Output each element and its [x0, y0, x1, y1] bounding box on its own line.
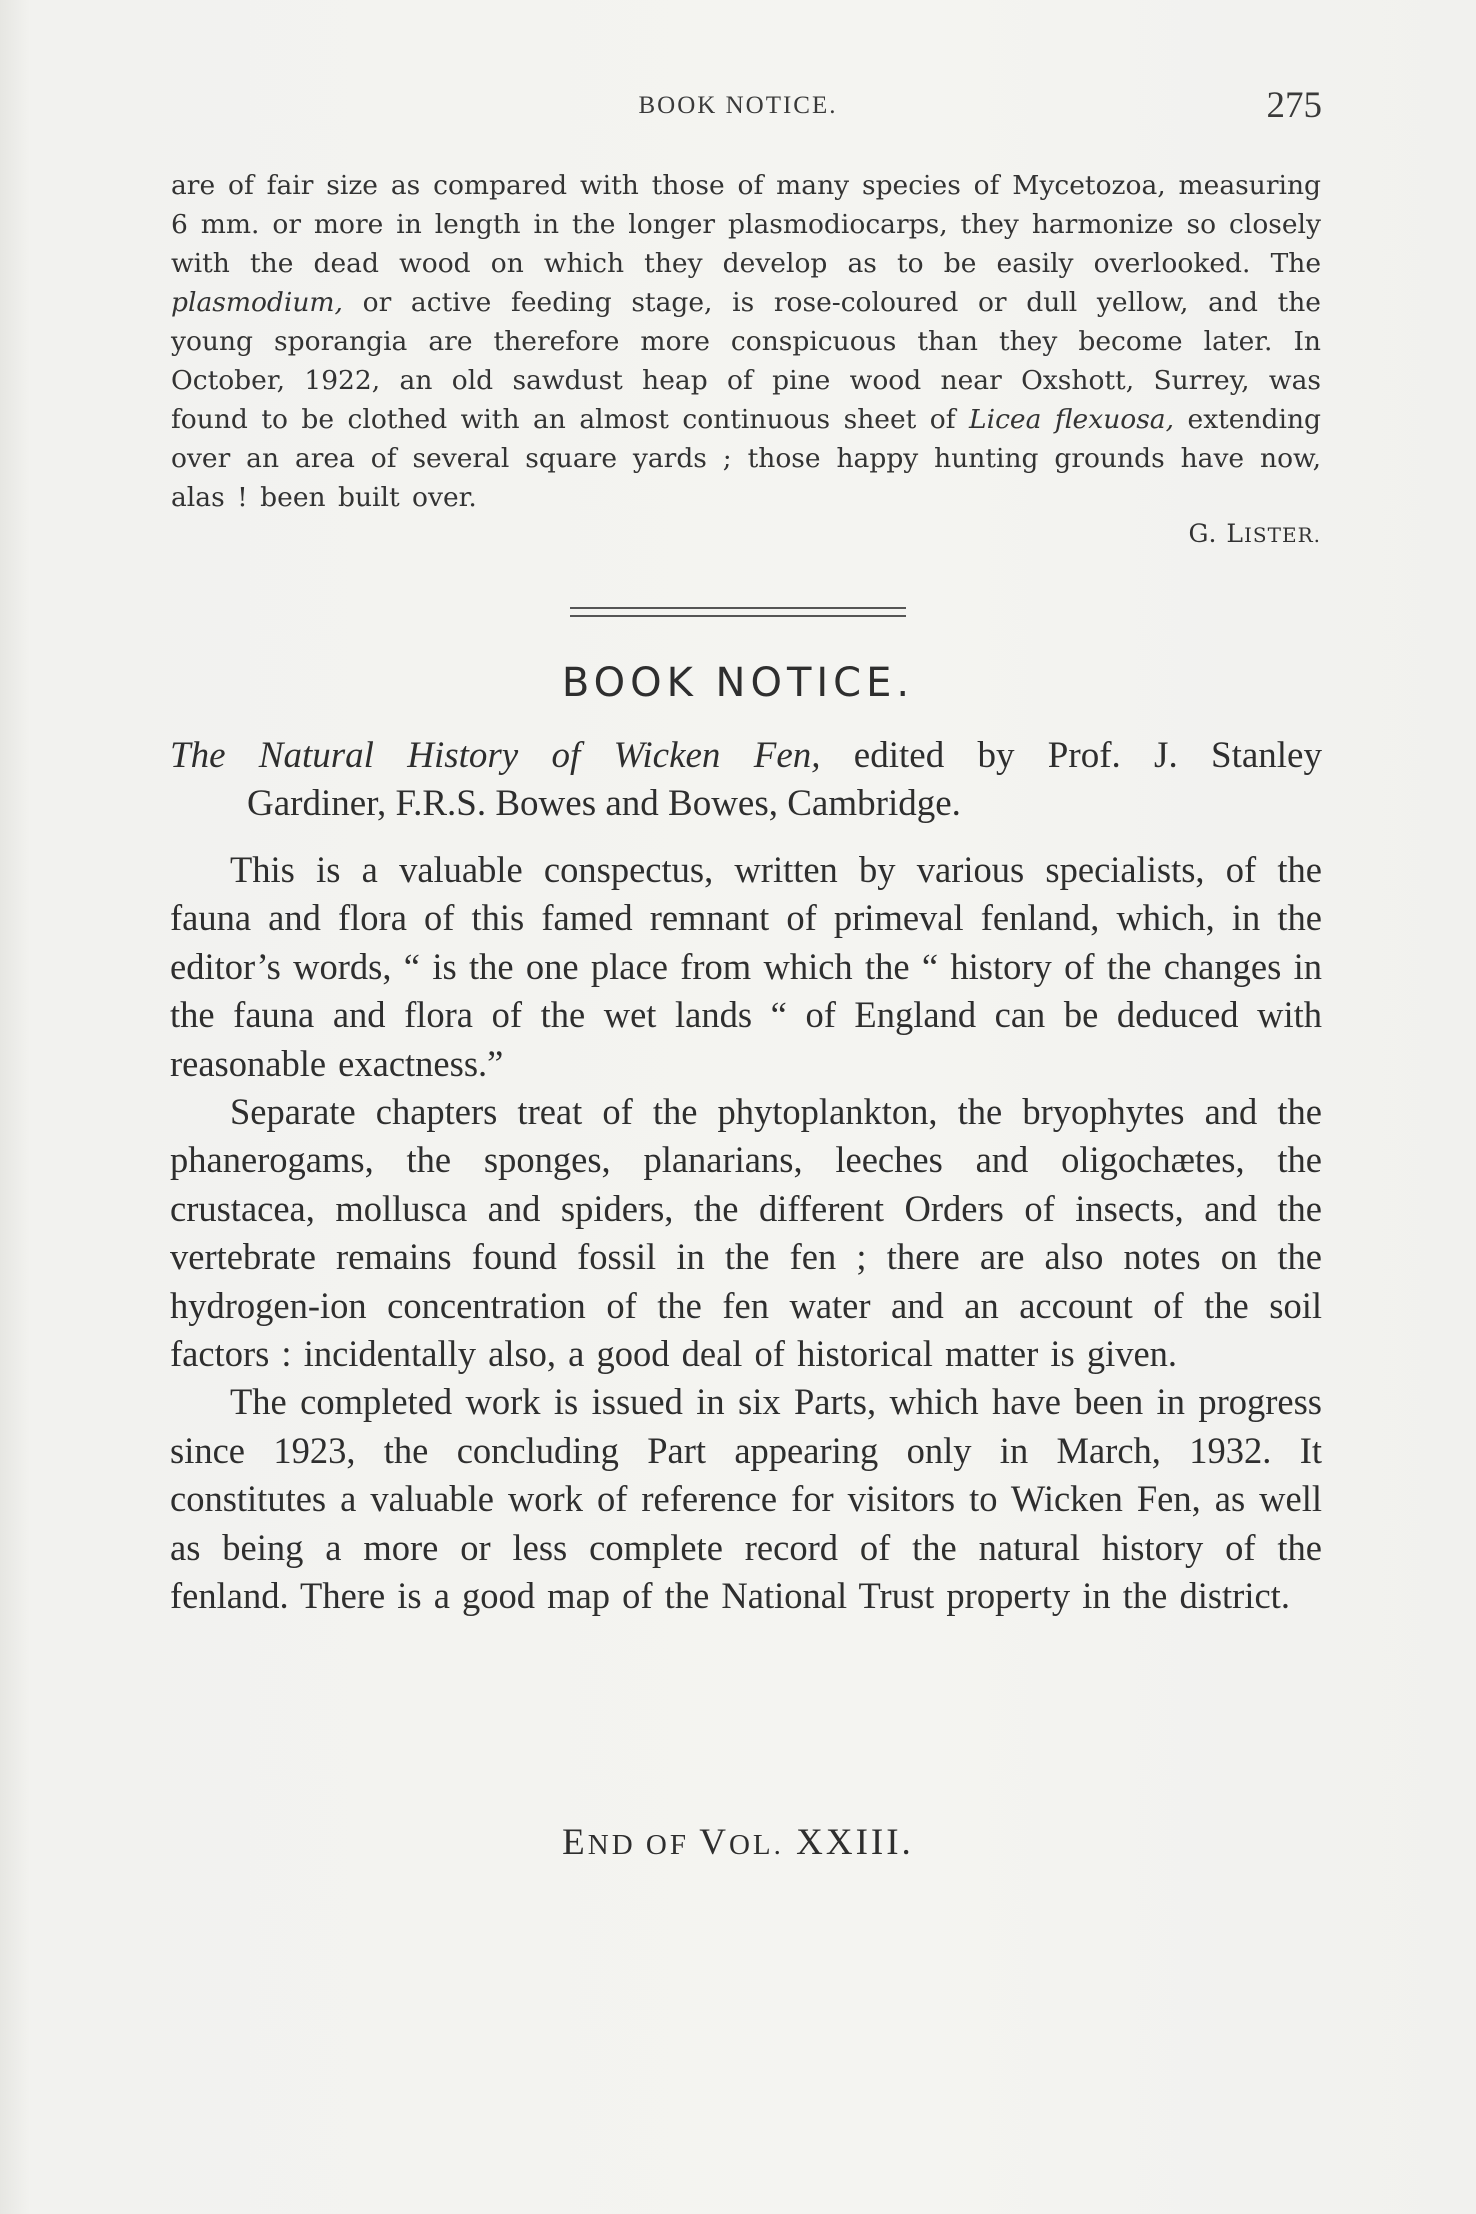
- end-volume-numeral: XXIII.: [783, 1822, 914, 1863]
- review-italic-licea: Licea flexuosa,: [969, 404, 1175, 435]
- book-citation: [170, 732, 1322, 828]
- page-number: 275: [1266, 85, 1322, 126]
- review-italic-plasmodium: plasmodium,: [171, 287, 343, 318]
- notice-paragraph: The completed work is issued in six Parts, which have been in progress since 1923, the concluding Part appearing only in March, 1932. It constitutes a valuable work of reference for visitors to Wicken Fen, as well as being a more or less complete record of the natural history of the fenland. There is a good map of the National Trust property in the district.: [170, 1381, 1322, 1617]
- notice-paragraph: This is a valuable conspectus, written by various specialists, of the fauna and flora of this famed remnant of primeval fenland, which, in the editor’s words, “ is the one place from which the “ history of the changes in the fauna and flora of the wet lands “ of England can be deduced with reasonable exactness.”: [170, 849, 1322, 1084]
- book-title: The Natural History of Wicken Fen,: [170, 735, 821, 776]
- section-divider-top: [570, 607, 906, 609]
- review-text-3: extending over an area of several square yards ; those happy hunting grounds have now, alas ! been built over.: [171, 404, 1322, 513]
- book-notice-heading: BOOK NOTICE.: [561, 660, 915, 706]
- section-divider-bottom: [570, 615, 906, 617]
- running-head-title: BOOK NOTICE.: [638, 92, 838, 119]
- review-signature: [1188, 519, 1321, 548]
- end-e: E: [562, 1822, 588, 1863]
- review-text-2: or active feeding stage, is rose-coloured or dull yellow, and the young sporangia are therefore more conspicuous than they become later. In October, 1922, an old sawdust heap of pine wood near Oxshott, Surrey, was found to be clothed with an almost continuous sheet of: [171, 287, 1321, 435]
- book-publisher: Gardiner, F.R.S. Bowes and Bowes, Cambridge.: [247, 783, 961, 824]
- end-ol: OL.: [728, 1829, 784, 1861]
- end-nd-of: ND OF: [587, 1829, 700, 1861]
- end-of-volume: [0, 1821, 1476, 1864]
- book-editor: edited by Prof. J. Stanley: [820, 735, 1322, 776]
- end-v: V: [699, 1822, 729, 1863]
- notice-paragraph: Separate chapters treat of the phytoplankton, the bryophytes and the phanerogams, the sponges, planarians, leeches and oligochætes, the crustacea, mollusca and spiders, the different Orders of insects, and the vertebrate remains found fossil in the fen ; there are also notes on the hydrogen-ion concentration of the fen water and an account of the soil factors : incidentally also, a good deal of historical matter is given.: [170, 1091, 1322, 1375]
- signature-surname: ISTER.: [1244, 523, 1321, 547]
- review-continuation-text: [171, 166, 1321, 517]
- running-head: [0, 84, 1476, 134]
- book-notice-body: [170, 846, 1322, 1621]
- signature-initial: G. L: [1188, 519, 1245, 548]
- review-text-1: are of fair size as compared with those of many species of Mycetozoa, measuring 6 mm. or more in length in the longer plasmodiocarps, they harmonize so closely with the dead wood on which they develop as to be easily overlooked. The: [171, 170, 1321, 279]
